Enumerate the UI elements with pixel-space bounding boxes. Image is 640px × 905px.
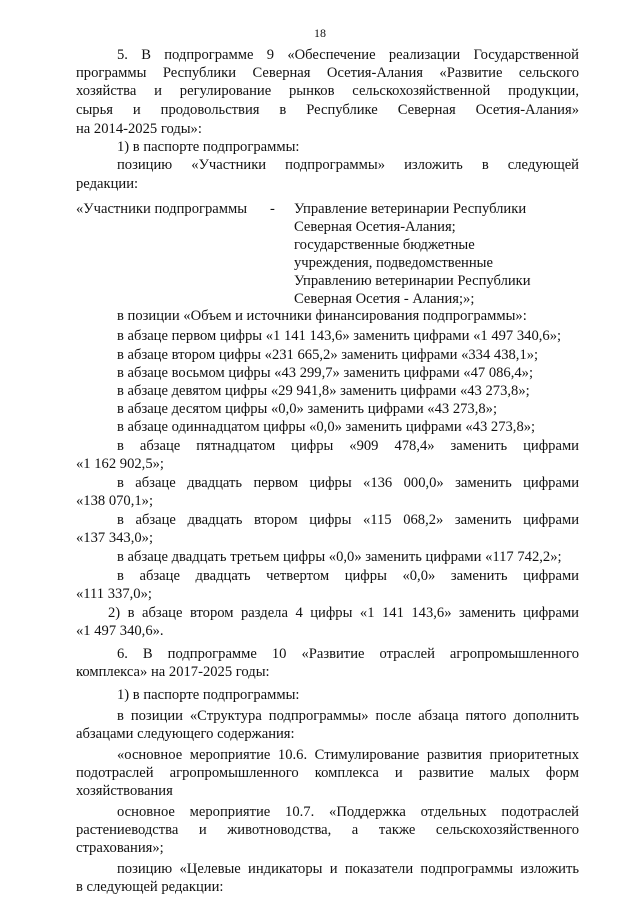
text-line: в позиции «Объем и источники финансирования подпрограммы»: bbox=[117, 308, 527, 324]
text-line: в абзаце одиннадцатом цифры «0,0» заменить цифрами «43 273,8»; bbox=[117, 419, 536, 435]
text-line: комплекса» на 2017-2025 годы: bbox=[76, 664, 270, 680]
text-line: 1) в паспорте подпрограммы: bbox=[117, 139, 300, 155]
text-line: в абзаце двадцать четвертом цифры «0,0» заменить цифрами bbox=[117, 568, 579, 584]
text-line: 6. В подпрограмме 10 «Развитие отраслей агропромышленного bbox=[117, 646, 579, 662]
participants-line: государственные бюджетные bbox=[294, 237, 475, 253]
text-line: программы Республики Северная Осетия-Алания «Развитие сельского bbox=[76, 65, 579, 81]
text-line: «138 070,1»; bbox=[76, 493, 154, 509]
text-line: страхования»; bbox=[76, 840, 164, 856]
text-line: хозяйства и регулирование рынков сельскохозяйственной продукции, bbox=[76, 83, 579, 99]
text-line: «1 497 340,6». bbox=[76, 623, 164, 639]
text-line: основное мероприятие 10.7. «Поддержка отдельных подотраслей bbox=[117, 804, 579, 820]
text-line: растениеводства и животноводства, а также сельскохозяйственного bbox=[76, 822, 579, 838]
text-line: в абзаце девятом цифры «29 941,8» заменить цифрами «43 273,8»; bbox=[117, 383, 530, 399]
page-number: 18 bbox=[314, 26, 326, 40]
text-line: в следующей редакции: bbox=[76, 879, 224, 895]
text-line: в абзаце двадцать первом цифры «136 000,0» заменить цифрами bbox=[117, 475, 579, 491]
text-line: сырья и продовольствия в Республике Северная Осетия-Алания» bbox=[76, 102, 579, 118]
text-line: в абзаце пятнадцатом цифры «909 478,4» заменить цифрами bbox=[117, 438, 579, 454]
text-line: в абзаце восьмом цифры «43 299,7» заменить цифрами «47 086,4»; bbox=[117, 365, 534, 381]
text-line: в абзаце втором цифры «231 665,2» заменить цифрами «334 438,1»; bbox=[117, 347, 539, 363]
text-line: в позиции «Структура подпрограммы» после абзаца пятого дополнить bbox=[117, 708, 579, 724]
text-line: 5. В подпрограмме 9 «Обеспечение реализации Государственной bbox=[117, 47, 579, 63]
text-line: позицию «Целевые индикаторы и показатели подпрограммы изложить bbox=[117, 861, 579, 877]
text-line: «1 162 902,5»; bbox=[76, 456, 164, 472]
text-line: в абзаце двадцать втором цифры «115 068,2» заменить цифрами bbox=[117, 512, 579, 528]
text-line: позицию «Участники подпрограммы» изложить в следующей bbox=[117, 157, 579, 173]
participants-line: Управление ветеринарии Республики bbox=[294, 201, 527, 217]
text-line: редакции: bbox=[76, 176, 139, 192]
text-line: 1) в паспорте подпрограммы: bbox=[117, 687, 300, 703]
text-line: на 2014-2025 годы»: bbox=[76, 121, 202, 137]
text-line: в абзаце десятом цифры «0,0» заменить цифрами «43 273,8»; bbox=[117, 401, 498, 417]
text-line: «111 337,0»; bbox=[76, 586, 152, 602]
participants-line: учреждения, подведомственные bbox=[294, 255, 493, 271]
text-line: в абзаце первом цифры «1 141 143,6» заменить цифрами «1 497 340,6»; bbox=[117, 328, 562, 344]
text-line: абзацами следующего содержания: bbox=[76, 726, 295, 742]
participants-dash: - bbox=[270, 201, 275, 217]
text-line: «основное мероприятие 10.6. Стимулирование развития приоритетных bbox=[117, 747, 579, 763]
text-line: хозяйствования bbox=[76, 783, 173, 799]
text-line: «137 343,0»; bbox=[76, 530, 154, 546]
participants-line: Северная Осетия - Алания;»; bbox=[294, 291, 475, 307]
text-line: 2) в абзаце втором раздела 4 цифры «1 141 143,6» заменить цифрами bbox=[108, 605, 579, 621]
text-line: в абзаце двадцать третьем цифры «0,0» заменить цифрами «117 742,2»; bbox=[117, 549, 562, 565]
participants-line: Управлению ветеринарии Республики bbox=[294, 273, 531, 289]
participants-line: Северная Осетия-Алания; bbox=[294, 219, 456, 235]
participants-label: «Участники подпрограммы bbox=[76, 201, 248, 217]
text-line: подотраслей агропромышленного комплекса и развитие малых форм bbox=[76, 765, 579, 781]
